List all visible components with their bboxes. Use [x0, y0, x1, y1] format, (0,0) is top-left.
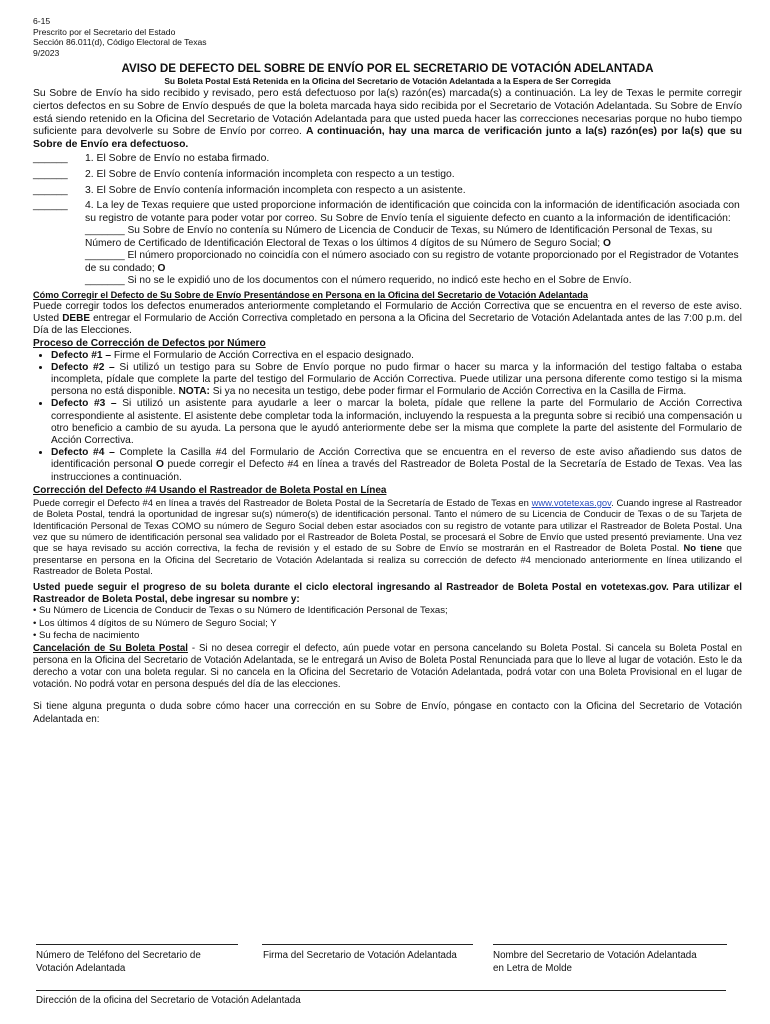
- votetexas-link[interactable]: www.votetexas.gov: [531, 496, 612, 508]
- signature-field-label: Firma del Secretario de Votación Adelantada: [263, 950, 457, 961]
- defect-4-or: O: [156, 459, 164, 471]
- contact-paragraph: Si tiene alguna pregunta o duda sobre cómo hacer una corrección en su Sobre de Envío, póngase en contacto con la Oficina del Secretario de Votación Adelantada en:: [33, 701, 742, 726]
- defect-4-text: Complete la Casilla #4 del Formulario de Acción Correctiva que se encuentra en el reverso de este aviso añadiendo sus datos de identificación personal: [51, 447, 742, 471]
- phone-signature-line: [36, 944, 238, 945]
- sub-option-3: [85, 275, 742, 288]
- reason-3-blank: ______: [33, 184, 68, 196]
- phone-field-label: Número de Teléfono del Secretario de Votación Adelantada: [36, 950, 201, 974]
- notice-subtitle: Su Boleta Postal Está Retenida en la Oficina del Secretario de Votación Adelantada a la Espera de Ser Corregida: [164, 76, 611, 87]
- form-number: 6-15: [33, 16, 51, 26]
- tracking-requirements: [33, 605, 742, 642]
- defect-3-text: Si utilizó un asistente para ayudarle a leer o marcar la boleta, pídale que rellene la parte del Formulario de Acción Correctiva correspondiente al asistente. El asistente debe completar toda la información, incluyendo la respuesta a la pregunta sobre si recibió una compensación u otro beneficio a cambio de su ayuda. La persona que le ayudó anteriormente debe ser la misma que complete la parte del asistente del Formulario de Acción Correctiva.: [51, 398, 742, 446]
- online-text-a: Puede corregir el Defecto #4 en línea a través del Rastreador de Boleta Postal de la Secretaría de Estado de Texas en: [33, 496, 529, 508]
- defect-1-item: [51, 350, 742, 362]
- defect-4-text2: puede corregir el Defecto #4 en línea a través del Rastreador de Boleta Postal de la Secretaría de Estado de Texas. Vea las instrucciones a continuación.: [51, 459, 742, 483]
- sub-option-2-or: O: [157, 262, 166, 274]
- tracking-paragraph: Usted puede seguir el progreso de su boleta durante el ciclo electoral ingresando al Rastreador de Boleta Postal en votetexas.gov. Para utilizar el Rastreador de Boleta Postal, debe ingresar su nombre y:: [33, 581, 742, 605]
- online-heading: Corrección del Defecto #4 Usando el Rastreador de Boleta Postal en Línea: [33, 484, 387, 496]
- defect-2-note: Si ya no necesita un testigo, debe poder firmar el Formulario de Acción Correctiva en la Casilla de Firma.: [212, 386, 687, 398]
- in-person-must: DEBE: [62, 312, 90, 324]
- process-heading: Proceso de Corrección de Defectos por Número: [33, 337, 266, 349]
- sub-option-2: [85, 250, 742, 275]
- name-field-label: Nombre del Secretario de Votación Adelantada en Letra de Molde: [493, 950, 697, 974]
- reason-4-text: 4. La ley de Texas requiere que usted proporcione información de identificación que coincida con la información de identificación asociada con su registro de votante para poder votar por correo. Su Sobre de Envío tenía el siguiente defecto en cuanto a la información de identificación:: [85, 200, 740, 224]
- defect-process-list: [33, 350, 742, 484]
- sub-option-1-text: Su Sobre de Envío no contenía su Número de Licencia de Conducir de Texas, su Número de Identificación Personal de Texas, su Número de Certificado de Identificación Electoral de Texas o los últimos 4 dígitos de su Número de Seguro Social;: [85, 225, 713, 249]
- form-date: 9/2023: [33, 47, 60, 58]
- reason-3: [33, 183, 742, 199]
- defect-4-item: [51, 447, 742, 484]
- reason-1: [33, 151, 742, 167]
- defect-2-text: Si utilizó un testigo para su Sobre de Envío porque no pudo firmar o hacer su marca y la información del testigo faltaba o estaba incompleta, pídale que complete la parte del testigo del Formulario de Acción Correctiva. Puede utilizar una persona diferente como testigo si la misma persona no está disponible.: [51, 361, 742, 398]
- election-code-section: Sección 86.011(d), Código Electoral de Texas: [33, 37, 207, 48]
- defect-2-label: Defecto #2 –: [51, 361, 115, 373]
- in-person-paragraph: [33, 301, 742, 337]
- reason-4: [33, 200, 742, 225]
- reason-2: [33, 167, 742, 183]
- online-text-c: que presentarse en persona en la Oficina del Secretario de Votación Adelantada si realiza su corrección de defecto #4 mencionado anteriormente en línea utilizando el Rastreador de Boleta Postal.: [33, 542, 742, 577]
- in-person-heading: Cómo Corregir el Defecto de Su Sobre de Envío Presentándose en Persona en la Oficina del Secretario de Votación Adelantada: [33, 289, 588, 300]
- sub-option-1-blank: _______: [85, 225, 125, 237]
- reason-2-text: 2. El Sobre de Envío contenía información incompleta con respecto a un testigo.: [85, 168, 455, 180]
- sub-option-1-or: O: [602, 237, 611, 249]
- online-text-b: . Cuando ingrese al Rastreador de Boleta Postal, tendrá la oportunidad de ingresar su(s) número(s) de identificación personal. Tanto el número de su Licencia de Conducir de Texas o de su Tarjeta de Identificación Personal de Texas COMO su número de Seguro Social deben estar asociados con su registro de votante para utilizar el Rastreador de Boleta Postal. Una vez que su número de identificación personal sea validado por el Rastreador de Boleta Postal, se procesará el Sobre de Envío que usted presentó previamente. Una vez que se haya revisado su acción correctiva, la fecha de revisión y el estado de su Sobre de Envío se mostrarán en el Rastreador de Boleta Postal.: [33, 496, 742, 554]
- defect-2-note-label: NOTA:: [178, 386, 210, 398]
- defect-4-label: Defecto #4 –: [51, 447, 115, 459]
- cancel-paragraph: [33, 643, 742, 692]
- cancel-heading: Cancelación de Su Boleta Postal: [33, 642, 188, 654]
- tracking-requirement-3: • Su fecha de nacimiento: [33, 630, 140, 642]
- sub-option-1: [85, 225, 742, 250]
- notice-title: AVISO DE DEFECTO DEL SOBRE DE ENVÍO POR EL SECRETARIO DE VOTACIÓN ADELANTADA: [121, 62, 654, 76]
- reason-4-options: [33, 225, 742, 288]
- reason-1-blank: ______: [33, 153, 68, 165]
- online-paragraph: [33, 497, 742, 577]
- name-signature-line: [493, 944, 727, 945]
- defect-3-item: [51, 398, 742, 447]
- defect-3-label: Defecto #3 –: [51, 398, 117, 410]
- defect-1-text: Firme el Formulario de Acción Correctiva en el espacio designado.: [113, 349, 414, 361]
- tracking-requirement-2: • Los últimos 4 dígitos de su Número de Seguro Social; Y: [33, 617, 277, 629]
- address-field-label: Dirección de la oficina del Secretario de Votación Adelantada: [36, 995, 301, 1006]
- defect-2-item: [51, 362, 742, 399]
- in-person-text-b: entregar el Formulario de Acción Correctiva completado en persona a la Oficina del Secretario de Votación Adelantada antes de las 7:00 p.m. del Día de las Elecciones.: [33, 312, 743, 336]
- tracking-requirement-1: • Su Número de Licencia de Conducir de Texas o su Número de Identificación Personal de Texas;: [33, 605, 448, 617]
- online-not-required: No tiene: [683, 542, 723, 554]
- address-signature-line: [36, 990, 726, 991]
- form-meta: [33, 16, 742, 58]
- sub-option-2-blank: _______: [85, 250, 125, 262]
- defect-1-label: Defecto #1 –: [51, 349, 112, 361]
- reason-3-text: 3. El Sobre de Envío contenía información incompleta con respecto a un asistente.: [85, 184, 466, 196]
- in-person-text-a: Puede corregir todos los defectos enumerados anteriormente completando el Formulario de Acción Correctiva que se encuentra en el reverso de este aviso. Usted: [33, 300, 742, 324]
- sub-option-2-text: El número proporcionado no coincidía con el número asociado con su registro de votante proporcionado por el Registrador de Votantes de su condado;: [85, 250, 739, 274]
- reason-1-text: 1. El Sobre de Envío no estaba firmado.: [85, 153, 270, 165]
- signature-line: [262, 944, 473, 945]
- sub-option-3-blank: _______: [85, 275, 125, 287]
- intro-bold: A continuación, hay una marca de verificación junto a la(s) razón(es) por la(s) que su Sobre de Envío era defectuoso.: [33, 126, 742, 150]
- intro-text: Su Sobre de Envío ha sido recibido y revisado, pero está defectuoso por la(s) razón(es) marcada(s) a continuación. La ley de Texas le permite corregir ciertos defectos en su Sobre de Envío después de que la boleta marcada haya sido recibida por el Secretario de Votación Adelantada. Su Sobre de Envío está siendo retenido en la Oficina del Secretario de Votación Adelantada para que usted pueda hacer las correcciones necesarias porque no hubo tiempo suficiente para devolverle su Sobre de Envío por correo.: [33, 88, 742, 138]
- reason-2-blank: ______: [33, 168, 68, 180]
- prescribed-by: Prescrito por el Secretario del Estado: [33, 26, 176, 37]
- reason-4-blank: ______: [33, 200, 68, 212]
- sub-option-3-text: Si no se le expidió uno de los documentos con el número requerido, no indicó este hecho en el Sobre de Envío.: [127, 275, 632, 287]
- intro-paragraph: [33, 88, 742, 151]
- cancel-text: - Si no desea corregir el defecto, aún puede votar en persona cancelando su Boleta Postal. Si cancela su Boleta Postal en persona en la Oficina del Secretario de Votación Adelantada, se le entregará un Aviso de Boleta Postal Renunciada para que lo lleve al lugar de votación. Esto le da derecho a votar con una boleta regular. Si no cancela en la Oficina del Secretario de Votación Adelantada, podrá votar con una Boleta Provisional en el lugar de votación. No podrá votar en persona después del día de las elecciones.: [33, 642, 742, 691]
